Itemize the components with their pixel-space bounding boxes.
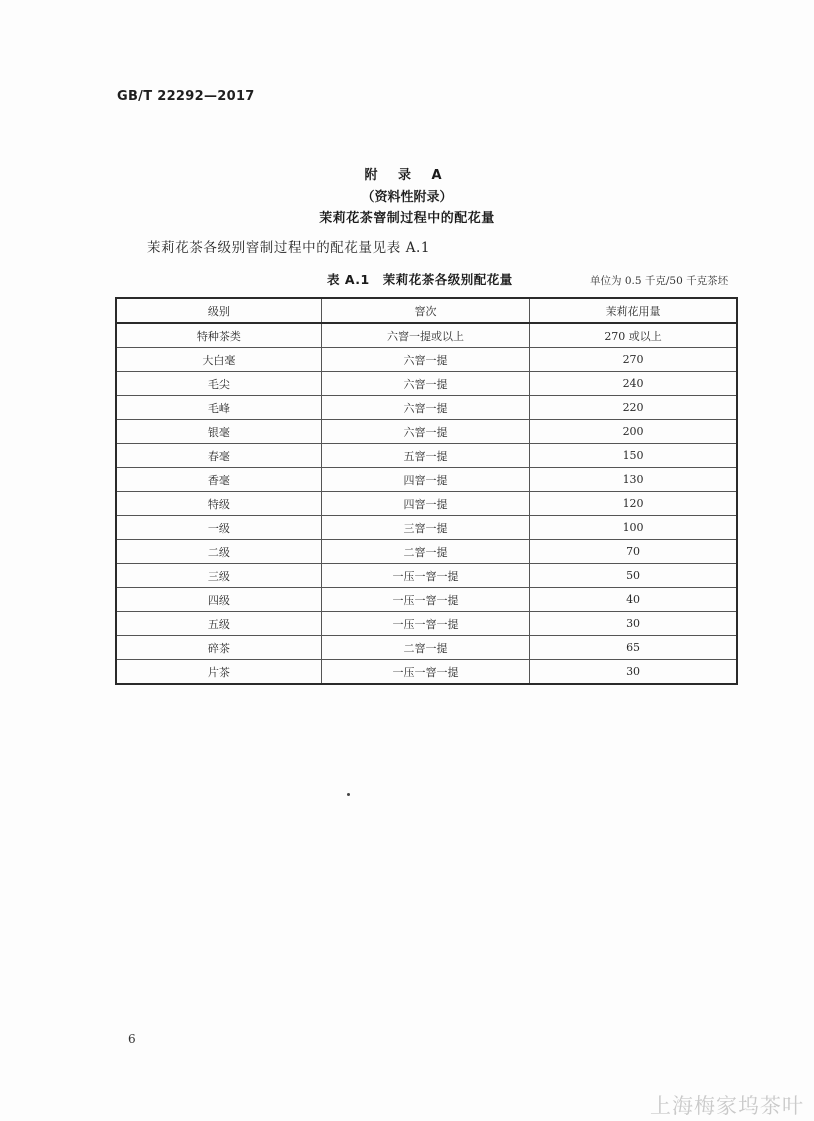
table-row (116, 516, 737, 540)
flower-amount-cell: 65 (530, 636, 737, 660)
grade-cell: 毛尖 (116, 372, 321, 396)
table-row (116, 588, 737, 612)
standard-number: GB/T 22292—2017 (117, 89, 255, 104)
column-header-flower-amount: 茉莉花用量 (530, 298, 737, 323)
scenting-cell: 三窨一提 (321, 516, 529, 540)
grade-cell: 特种茶类 (116, 323, 321, 348)
flower-amount-cell: 70 (530, 540, 737, 564)
grade-cell: 二级 (116, 540, 321, 564)
flower-amount-cell: 270 或以上 (530, 323, 737, 348)
scan-speck (347, 793, 350, 796)
table-row (116, 372, 737, 396)
table-row (116, 540, 737, 564)
table-row (116, 612, 737, 636)
scenting-cell: 一压一窨一提 (321, 588, 529, 612)
scenting-cell: 六窨一提 (321, 396, 529, 420)
scenting-cell: 一压一窨一提 (321, 660, 529, 685)
grade-cell: 三级 (116, 564, 321, 588)
table-row (116, 660, 737, 685)
scenting-cell: 一压一窨一提 (321, 564, 529, 588)
scenting-cell: 六窨一提 (321, 372, 529, 396)
scenting-cell: 二窨一提 (321, 636, 529, 660)
grade-cell: 银毫 (116, 420, 321, 444)
table-row (116, 468, 737, 492)
scenting-cell: 四窨一提 (321, 468, 529, 492)
flower-amount-cell: 220 (530, 396, 737, 420)
flower-amount-cell: 150 (530, 444, 737, 468)
jasmine-flower-table (115, 297, 738, 685)
table-row (116, 444, 737, 468)
scenting-cell: 六窨一提 (321, 348, 529, 372)
grade-cell: 五级 (116, 612, 321, 636)
table-row (116, 348, 737, 372)
flower-amount-cell: 130 (530, 468, 737, 492)
table-row (116, 420, 737, 444)
flower-amount-cell: 270 (530, 348, 737, 372)
page-number: 6 (128, 1032, 136, 1046)
scenting-cell: 六窨一提 (321, 420, 529, 444)
grade-cell: 一级 (116, 516, 321, 540)
column-header-grade: 级别 (116, 298, 321, 323)
grade-cell: 片茶 (116, 660, 321, 685)
scenting-cell: 五窨一提 (321, 444, 529, 468)
intro-paragraph: 茉莉花茶各级别窨制过程中的配花量见表 A.1 (147, 240, 431, 256)
appendix-type: （资料性附录） (361, 190, 453, 205)
flower-amount-cell: 100 (530, 516, 737, 540)
table-row (116, 636, 737, 660)
table-caption: 表 A.1 茉莉花茶各级别配花量 (327, 272, 513, 287)
appendix-title: 附 录 A (364, 168, 450, 183)
flower-amount-cell: 240 (530, 372, 737, 396)
flower-amount-cell: 30 (530, 660, 737, 685)
table-row (116, 323, 737, 348)
appendix-name: 茉莉花茶窨制过程中的配花量 (319, 211, 495, 226)
table-unit: 单位为 0.5 千克/50 千克茶坯 (590, 275, 729, 287)
grade-cell: 大白毫 (116, 348, 321, 372)
table-row (116, 564, 737, 588)
table-header-row (116, 298, 737, 323)
scenting-cell: 一压一窨一提 (321, 612, 529, 636)
table-row (116, 396, 737, 420)
scenting-cell: 四窨一提 (321, 492, 529, 516)
flower-amount-cell: 120 (530, 492, 737, 516)
grade-cell: 四级 (116, 588, 321, 612)
flower-amount-cell: 40 (530, 588, 737, 612)
scenting-cell: 二窨一提 (321, 540, 529, 564)
grade-cell: 香毫 (116, 468, 321, 492)
flower-amount-cell: 200 (530, 420, 737, 444)
column-header-scenting: 窨次 (321, 298, 529, 323)
grade-cell: 春毫 (116, 444, 321, 468)
grade-cell: 碎茶 (116, 636, 321, 660)
table-row (116, 492, 737, 516)
flower-amount-cell: 30 (530, 612, 737, 636)
watermark-text: 上海梅家坞茶叶 (650, 1094, 804, 1118)
scenting-cell: 六窨一提或以上 (321, 323, 529, 348)
grade-cell: 毛峰 (116, 396, 321, 420)
grade-cell: 特级 (116, 492, 321, 516)
flower-amount-cell: 50 (530, 564, 737, 588)
